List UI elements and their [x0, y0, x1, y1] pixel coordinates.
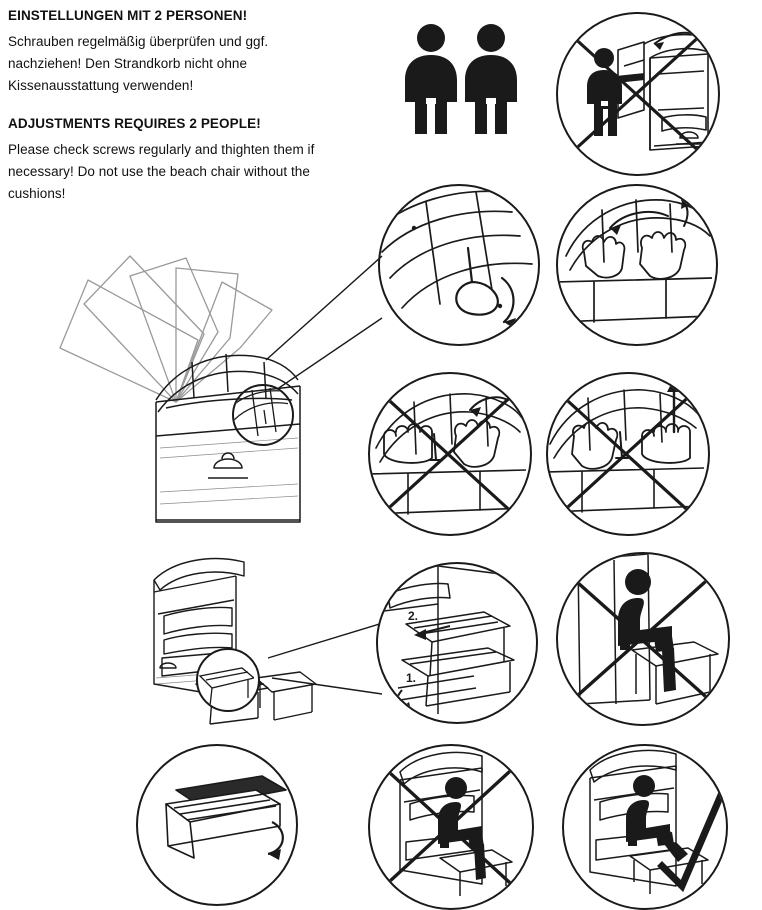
hand-wrong-lift-right	[546, 372, 710, 536]
paragraph-german-line-2: nachziehen! Den Strandkorb nicht ohne	[8, 55, 248, 71]
paragraph-german-line-1: Schrauben regelmäßig überprüfen und ggf.	[8, 33, 269, 49]
footrest-pull-out-steps	[376, 562, 538, 724]
heading-german: EINSTELLUNGEN MIT 2 PERSONEN!	[8, 8, 248, 23]
footrest-location-marker	[196, 648, 260, 712]
paragraph-english-line-3: cushions!	[8, 186, 66, 202]
hand-wrong-grip-left	[368, 372, 532, 536]
sitting-on-edge-forbidden	[368, 744, 534, 910]
hood-latch-detail	[378, 184, 540, 346]
paragraph-english-line-1: Please check screws regularly and thighten them if	[8, 142, 315, 158]
paragraph-english-line-2: necessary! Do not use the beach chair without the	[8, 164, 310, 180]
two-people-pictogram	[396, 22, 526, 138]
step-label-2: 2.	[408, 609, 419, 623]
text-gap	[8, 96, 358, 116]
two-hands-on-hood-correct	[556, 184, 718, 346]
step-label-1: 1.	[406, 671, 417, 685]
sitting-on-footrest-forbidden	[556, 552, 730, 726]
paragraph-german-line-3: Kissenausstattung verwenden!	[8, 77, 194, 93]
sitting-correct-approved	[562, 744, 728, 910]
heading-english: ADJUSTMENTS REQUIRES 2 PEOPLE!	[8, 116, 261, 132]
footrest-push-back-detail	[136, 744, 298, 906]
instruction-text-block	[8, 8, 358, 205]
one-person-adjust-forbidden	[556, 12, 720, 176]
beach-chair-hood-fan-illustration	[26, 252, 356, 542]
